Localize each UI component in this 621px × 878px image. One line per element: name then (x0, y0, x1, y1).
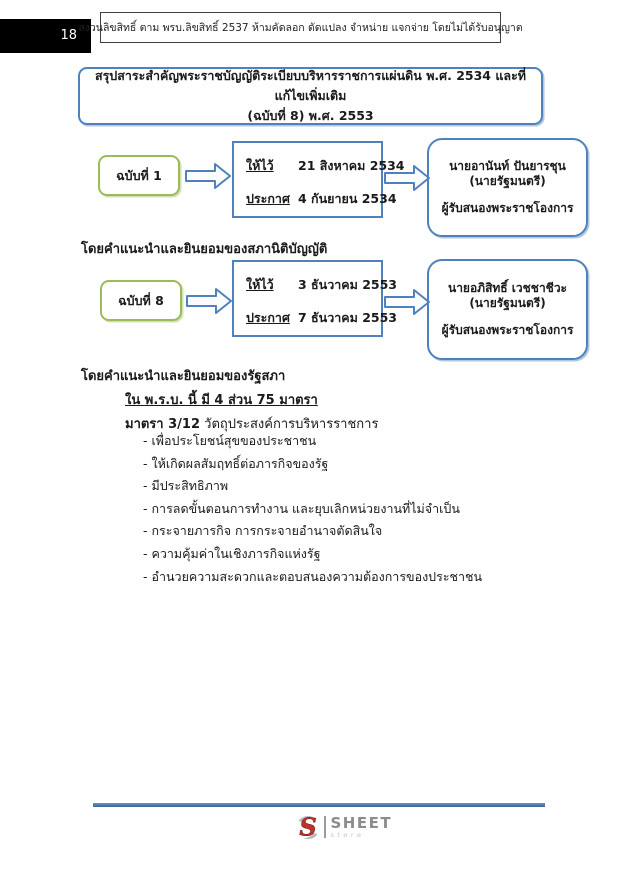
arrow-right-icon (384, 288, 430, 316)
objective-item: - อำนวยความสะดวกและตอบสนองความต้องการของประชาชน (143, 568, 483, 584)
signer-name: นายอภิสิทธิ์ เวชชาชีวะ (447, 280, 568, 295)
act-title-line2: (ฉบับที่ 8) พ.ศ. 2553 (247, 108, 374, 123)
objective-item: - กระจายภารกิจ การกระจายอำนาจตัดสินใจ (143, 523, 383, 539)
given-date: 3 ธันวาคม 2553 (298, 277, 398, 292)
given-date: 21 สิงหาคม 2534 (298, 158, 405, 173)
given-label: ให้ไว้ (246, 158, 274, 173)
signer-role: ผู้รับสนองพระราชโองการ (441, 200, 574, 215)
announce-date-row (246, 189, 397, 209)
signer-name: นายอานันท์ ปันยารชุน (449, 158, 566, 173)
act-structure-heading: ใน พ.ร.บ. นี้ มี 4 ส่วน 75 มาตรา (125, 393, 318, 408)
footer-divider-line (93, 803, 545, 807)
act-title-line1: สรุปสาระสำคัญพระราชบัญญัติระเบียบบริหารราชการแผ่นดิน พ.ศ. 2534 และที่แก้ไขเพิ่มเติม (94, 68, 527, 103)
logo-divider (324, 816, 326, 838)
edition-1-label: ฉบับที่ 1 (116, 167, 162, 183)
page-number: 18 (60, 28, 77, 43)
edition-8-consent-note: โดยคำแนะนำและยินยอมของรัฐสภา (81, 369, 286, 384)
objective-item: - การลดขั้นตอนการทำงาน และยุบเลิกหน่วยงานที่ไม่จำเป็น (143, 500, 460, 516)
announce-date: 4 กันยายน 2534 (298, 191, 397, 206)
svg-text:S: S (299, 813, 317, 841)
objective-item: - มีประสิทธิภาพ (143, 478, 229, 494)
objective-item: - ให้เกิดผลสัมฤทธิ์ต่อภารกิจของรัฐ (143, 455, 329, 471)
section-label: มาตรา 3/12 (125, 417, 201, 432)
objective-item: - ความคุ้มค่าในเชิงภารกิจแห่งรัฐ (143, 545, 321, 561)
edition-8-label: ฉบับที่ 8 (118, 292, 164, 308)
given-date-row (246, 156, 405, 176)
given-date-row (246, 275, 398, 295)
sheet-store-s-icon (295, 814, 321, 841)
arrow-right-icon (185, 162, 231, 190)
logo-text-block (330, 813, 393, 839)
objectives-list (143, 430, 482, 588)
page-number-box (0, 19, 91, 53)
sheet-store-logo (295, 812, 392, 842)
edition-8-signer-box (427, 259, 588, 360)
objective-item: - เพื่อประโยชน์สุขของประชาชน (143, 433, 317, 448)
arrow-right-icon (384, 164, 430, 192)
edition-8-dates-box (232, 260, 398, 337)
edition-1-signer-box (427, 138, 588, 237)
signer-role: ผู้รับสนองพระราชโองการ (441, 322, 574, 337)
announce-label: ประกาศ (246, 310, 290, 325)
announce-date-row (246, 308, 398, 328)
brand-text: SHEET (330, 813, 393, 832)
edition-1-box (98, 155, 180, 196)
act-title-box (78, 67, 543, 125)
edition-8-box (100, 280, 182, 321)
edition-1-consent-note: โดยคำแนะนำและยินยอมของสภานิติบัญญัติ (81, 242, 328, 257)
section-title: วัตถุประสงค์การบริหารราชการ (204, 417, 379, 432)
signer-title: (นายรัฐมนตรี) (469, 296, 546, 311)
brand-subtext: store (330, 830, 365, 839)
copyright-notice-box (78, 12, 523, 43)
edition-1-dates-box (232, 141, 405, 218)
arrow-right-icon (186, 287, 232, 315)
announce-date: 7 ธันวาคม 2553 (298, 310, 398, 325)
announce-label: ประกาศ (246, 191, 290, 206)
copyright-text: สงวนลิขสิทธิ์ ตาม พรบ.ลิขสิทธิ์ 2537 ห้ามคัดลอก ดัดแปลง จำหน่าย แจกจ่าย โดยไม่ได้รับอนุญาต (78, 22, 523, 34)
signer-title: (นายรัฐมนตรี) (469, 174, 546, 189)
given-label: ให้ไว้ (246, 277, 274, 292)
